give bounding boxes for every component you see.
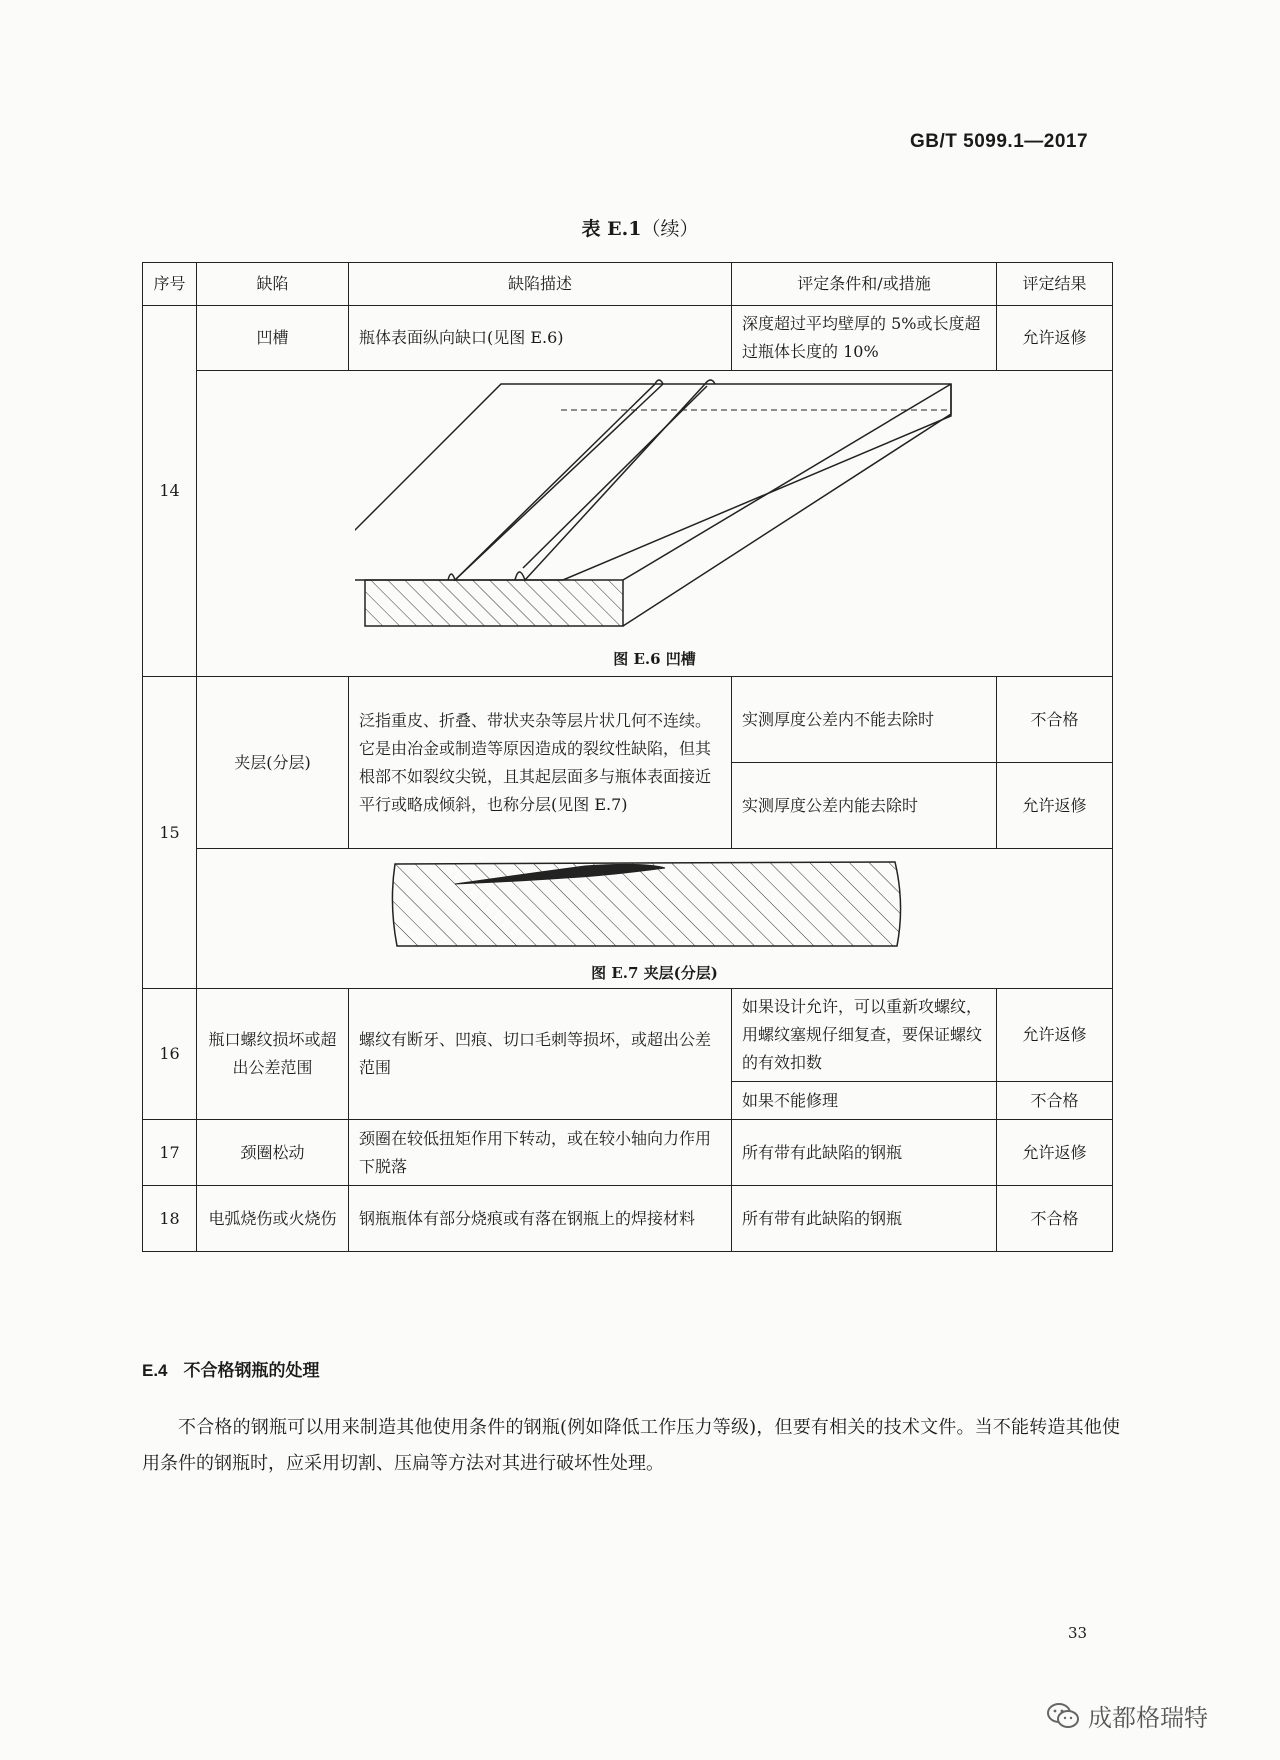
figure-caption: 图 E.6 凹槽 — [613, 650, 696, 668]
assessment-condition: 所有带有此缺陷的钢瓶 — [732, 1186, 997, 1252]
col-header-conditions: 评定条件和/或措施 — [732, 263, 997, 306]
assessment-result: 允许返修 — [997, 306, 1113, 371]
table-row — [143, 989, 1113, 1082]
col-header-no: 序号 — [143, 263, 197, 306]
defect-description: 颈圈在较低扭矩作用下转动，或在较小轴向力作用下脱落 — [349, 1120, 732, 1186]
table-title-main: 表 E.1 — [581, 218, 642, 240]
section-heading — [142, 1356, 320, 1381]
section-number: E.4 — [142, 1361, 168, 1380]
defect-name: 电弧烧伤或火烧伤 — [197, 1186, 349, 1252]
assessment-result: 允许返修 — [997, 1120, 1113, 1186]
assessment-condition: 实测厚度公差内不能去除时 — [732, 677, 997, 763]
row-number: 16 — [143, 989, 197, 1120]
defect-name: 颈圈松动 — [197, 1120, 349, 1186]
figure-row — [143, 371, 1113, 677]
wechat-icon — [1046, 1702, 1080, 1730]
assessment-condition: 如果不能修理 — [732, 1082, 997, 1120]
defect-description: 螺纹有断牙、凹痕、切口毛刺等损坏，或超出公差范围 — [349, 989, 732, 1120]
table-row — [143, 677, 1113, 763]
section-title: 不合格钢瓶的处理 — [183, 1361, 320, 1381]
row-number: 15 — [143, 677, 197, 989]
defect-description: 瓶体表面纵向缺口(见图 E.6) — [349, 306, 732, 371]
page-number: 33 — [1068, 1624, 1088, 1642]
assessment-condition: 所有带有此缺陷的钢瓶 — [732, 1120, 997, 1186]
figure-row — [143, 849, 1113, 989]
defect-description: 钢瓶瓶体有部分烧痕或有落在钢瓶上的焊接材料 — [349, 1186, 732, 1252]
table-row — [143, 1186, 1113, 1252]
figure-cell — [197, 849, 1113, 989]
assessment-result: 不合格 — [997, 677, 1113, 763]
defect-name: 瓶口螺纹损坏或超出公差范围 — [197, 989, 349, 1120]
table-header-row — [143, 263, 1113, 306]
defect-description: 泛指重皮、折叠、带状夹杂等层片状几何不连续。它是由冶金或制造等原因造成的裂纹性缺陷，但其根部不如裂纹尖锐，且其起层面多与瓶体表面接近平行或略成倾斜，也称分层(见图 E.7) — [349, 677, 732, 849]
table-row — [143, 1120, 1113, 1186]
assessment-result: 允许返修 — [997, 763, 1113, 849]
defect-name: 夹层(分层) — [197, 677, 349, 849]
watermark-text: 成都格瑞特 — [1088, 1704, 1208, 1732]
col-header-defect: 缺陷 — [197, 263, 349, 306]
table-title-suffix: （续） — [641, 218, 699, 240]
assessment-result: 不合格 — [997, 1186, 1113, 1252]
assessment-result: 允许返修 — [997, 989, 1113, 1082]
figure-cell — [197, 371, 1113, 677]
defect-name: 凹槽 — [197, 306, 349, 371]
col-header-description: 缺陷描述 — [349, 263, 732, 306]
row-number: 14 — [143, 306, 197, 677]
watermark — [1046, 1698, 1208, 1733]
defect-table — [142, 262, 1113, 1252]
table-title — [0, 214, 1280, 241]
standard-code: GB/T 5099.1—2017 — [910, 131, 1089, 152]
col-header-result: 评定结果 — [997, 263, 1113, 306]
table-row — [143, 306, 1113, 371]
assessment-result: 不合格 — [997, 1082, 1113, 1120]
row-number: 17 — [143, 1120, 197, 1186]
assessment-condition: 如果设计允许，可以重新攻螺纹，用螺纹塞规仔细复查，要保证螺纹的有效扣数 — [732, 989, 997, 1082]
lamination-figure — [385, 854, 925, 954]
row-number: 18 — [143, 1186, 197, 1252]
assessment-condition: 实测厚度公差内能去除时 — [732, 763, 997, 849]
figure-caption: 图 E.7 夹层(分层) — [591, 964, 718, 982]
assessment-condition: 深度超过平均壁厚的 5%或长度超过瓶体长度的 10% — [732, 306, 997, 371]
section-paragraph: 不合格的钢瓶可以用来制造其他使用条件的钢瓶(例如降低工作压力等级)，但要有相关的技术文件。当不能转造其他使用条件的钢瓶时，应采用切割、压扁等方法对其进行破坏性处理。 — [142, 1417, 1120, 1474]
groove-figure — [355, 378, 955, 640]
